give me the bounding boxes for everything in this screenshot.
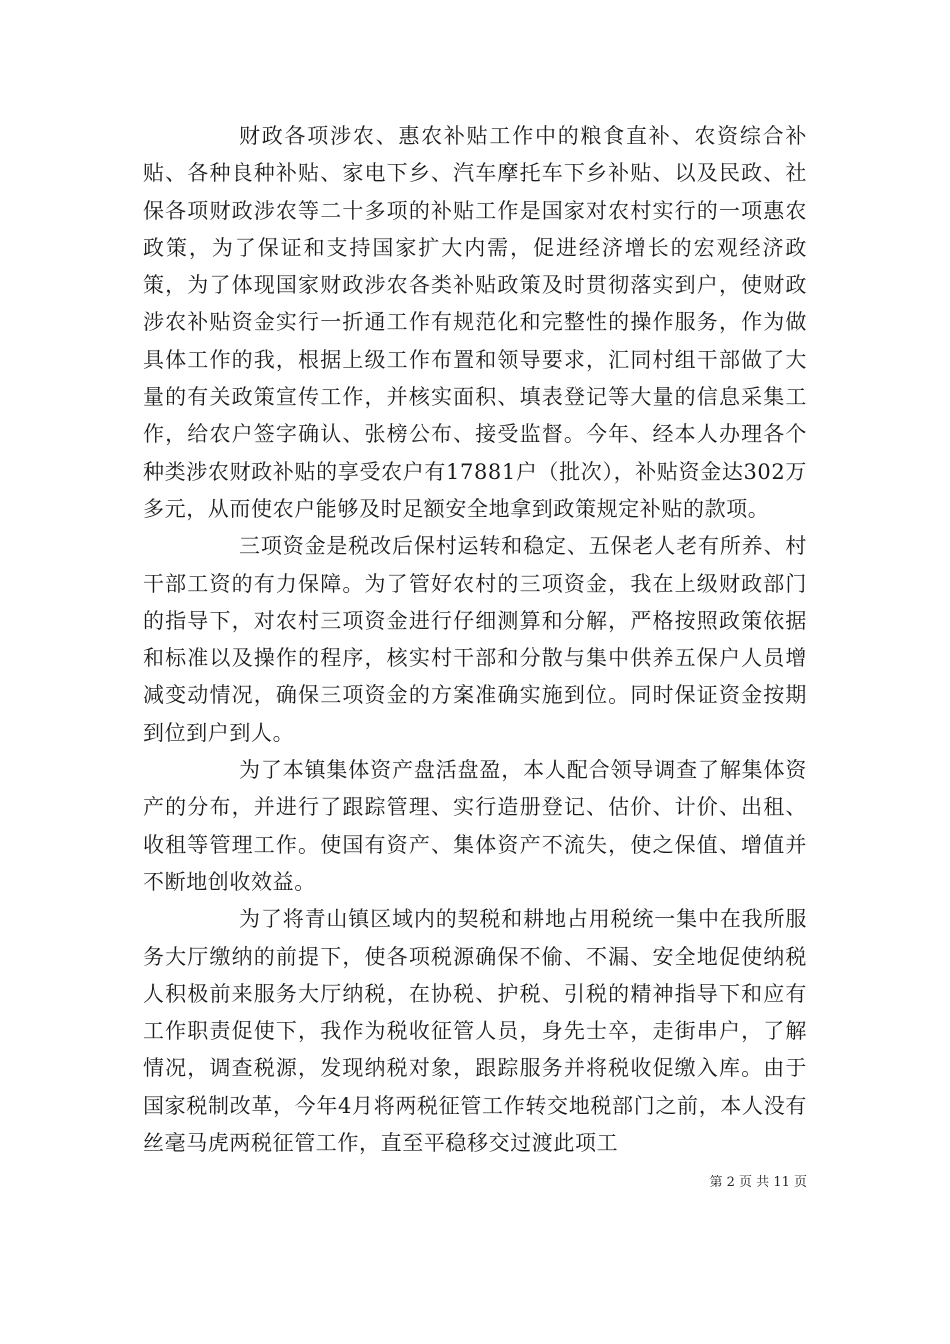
paragraph-4: 为了将青山镇区域内的契税和耕地占用税统一集中在我所服务大厅缴纳的前提下，使各项税源确保不偷、不漏、安全地促使纳税人积极前来服务大厅纳税，在协税、护税、引税的精神指导下和应有工作职责促使下，我作为税收征管人员，身先士卒，走街串户，了解情况，调查税源，发现纳税对象，跟踪服务并将税收促缴入库。由于国家税制改革，今年4月将两税征管工作转交地税部门之前，本人没有丝毫马虎两税征管工作，直至平稳移交过渡此项工 (143, 907, 807, 1156)
page-number-footer: 第 2 页 共 11 页 (709, 1175, 807, 1190)
paragraph-1: 财政各项涉农、惠农补贴工作中的粮食直补、农资综合补贴、各种良种补贴、家电下乡、汽车摩托车下乡补贴、以及民政、社保各项财政涉农等二十多项的补贴工作是国家对农村实行的一项惠农政策，为了保证和支持国家扩大内需，促进经济增长的宏观经济政策，为了体现国家财政涉农各类补贴政策及时贯彻落实到户，使财政涉农补贴资金实行一折通工作有规范化和完整性的操作服务，作为做具体工作的我，根据上级工作布置和领导要求，汇同村组干部做了大量的有关政策宣传工作，并核实面积、填表登记等大量的信息采集工作，给农户签字确认、张榜公布、接受监督。今年、经本人办理各个种类涉农财政补贴的享受农户有17881户（批次），补贴资金达302万多元，从而使农户能够及时足额安全地拿到政策规定补贴的款项。 (143, 124, 807, 521)
paragraph-2: 三项资金是税改后保村运转和稳定、五保老人老有所养、村干部工资的有力保障。为了管好农村的三项资金，我在上级财政部门的指导下，对农村三项资金进行仔细测算和分解，严格按照政策依据和标准以及操作的程序，核实村干部和分散与集中供养五保户人员增减变动情况，确保三项资金的方案准确实施到位。同时保证资金按期到位到户到人。 (143, 534, 807, 745)
document-body (143, 118, 807, 1162)
paragraph-3: 为了本镇集体资产盘活盘盈，本人配合领导调查了解集体资产的分布，并进行了跟踪管理、实行造册登记、估价、计价、出租、收租等管理工作。使国有资产、集体资产不流失，使之保值、增值并不断地创收效益。 (143, 758, 807, 894)
